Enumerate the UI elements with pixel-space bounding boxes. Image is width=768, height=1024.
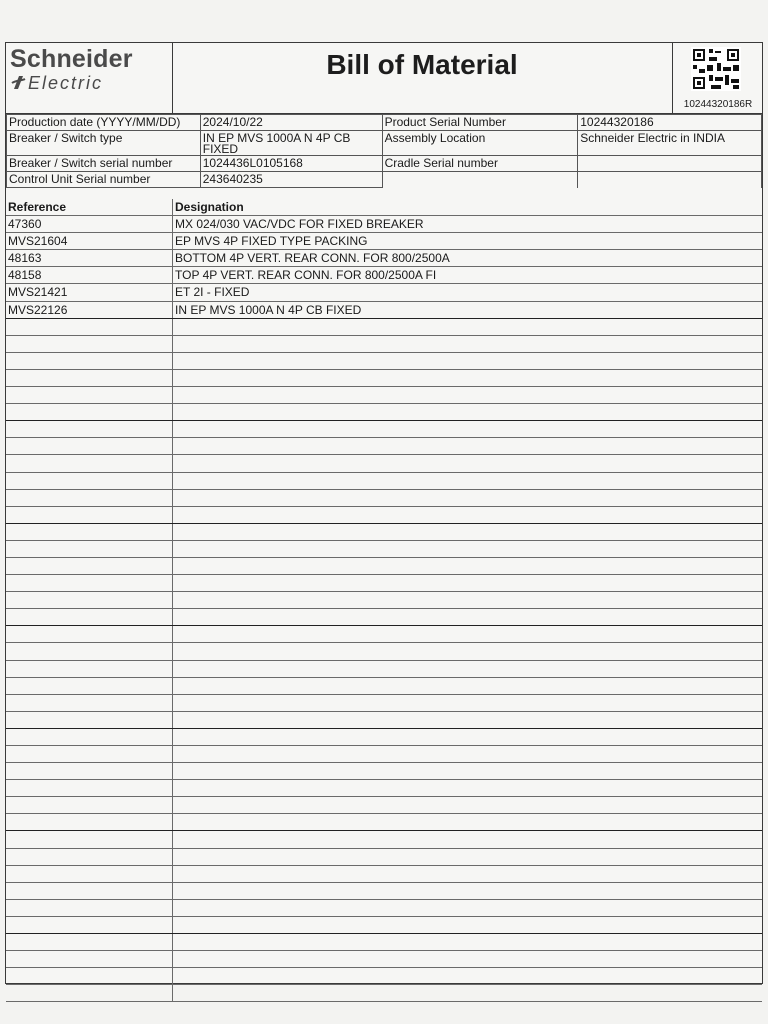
qr-code-icon — [691, 47, 741, 91]
designation-cell — [173, 421, 762, 437]
designation-cell — [173, 934, 762, 950]
document-header — [6, 43, 762, 114]
reference-cell — [6, 917, 173, 933]
reference-cell — [6, 609, 173, 625]
reference-cell — [6, 319, 173, 335]
reference-cell — [6, 780, 173, 796]
qr-box — [672, 43, 763, 113]
reference-cell — [6, 643, 173, 659]
breaker-serial-label: Breaker / Switch serial number — [7, 156, 201, 172]
designation-cell: TOP 4P VERT. REAR CONN. FOR 800/2500A FI — [175, 268, 437, 283]
designation-cell: MX 024/030 VAC/VDC FOR FIXED BREAKER — [175, 217, 424, 232]
designation-cell — [173, 712, 762, 728]
reference-cell — [6, 353, 173, 369]
table-row — [6, 541, 762, 558]
designation-cell — [173, 729, 762, 745]
designation-cell — [173, 609, 762, 625]
reference-cell — [6, 387, 173, 403]
designation-cell — [173, 661, 762, 677]
reference-cell — [6, 951, 173, 967]
logo-sub-text: Electric — [28, 73, 104, 93]
table-row — [6, 917, 762, 934]
reference-cell — [6, 370, 173, 386]
table-row — [6, 302, 762, 319]
table-row — [6, 609, 762, 626]
info-table — [6, 114, 762, 188]
table-row — [6, 900, 762, 917]
designation-cell — [173, 951, 762, 967]
reference-cell — [6, 421, 173, 437]
table-row — [6, 729, 762, 746]
designation-cell — [173, 831, 762, 847]
designation-cell — [173, 455, 762, 471]
reference-cell — [6, 473, 173, 489]
reference-cell — [6, 626, 173, 642]
assembly-location-label: Assembly Location — [382, 131, 578, 156]
table-row — [6, 968, 762, 985]
reference-cell — [6, 934, 173, 950]
table-row — [6, 849, 762, 866]
table-row — [6, 438, 762, 455]
reference-cell — [6, 661, 173, 677]
bill-of-material-sheet — [5, 42, 763, 984]
reference-cell — [6, 575, 173, 591]
reference-cell — [6, 678, 173, 694]
reference-cell: 47360 — [6, 216, 173, 232]
breaker-serial-value: 1024436L0105168 — [200, 156, 382, 172]
table-row — [6, 250, 762, 267]
reference-cell — [6, 968, 173, 984]
designation-cell — [173, 507, 762, 523]
designation-cell — [173, 695, 762, 711]
designation-cell — [173, 814, 762, 830]
reference-cell — [6, 712, 173, 728]
reference-cell — [6, 438, 173, 454]
table-row — [6, 421, 762, 438]
table-row — [6, 558, 762, 575]
product-serial-label: Product Serial Number — [382, 115, 578, 131]
table-row — [6, 216, 762, 233]
designation-cell — [173, 883, 762, 899]
logo-mark-icon — [10, 74, 27, 91]
designation-cell: ET 2I - FIXED — [175, 285, 250, 300]
designation-cell — [173, 438, 762, 454]
designation-cell — [173, 370, 762, 386]
table-row — [6, 746, 762, 763]
table-row — [6, 934, 762, 951]
designation-cell — [173, 746, 762, 762]
designation-cell: IN EP MVS 1000A N 4P CB FIXED — [175, 302, 362, 317]
table-row — [6, 626, 762, 643]
table-row — [6, 387, 762, 404]
table-row — [6, 814, 762, 831]
reference-cell — [6, 336, 173, 352]
assembly-location-value: Schneider Electric in INDIA — [578, 131, 762, 156]
product-serial-value: 10244320186 — [578, 115, 762, 131]
designation-cell — [173, 541, 762, 557]
reference-cell — [6, 404, 173, 420]
schneider-logo — [6, 43, 173, 113]
bom-header-row — [6, 199, 762, 216]
control-unit-value: 243640235 — [200, 172, 382, 188]
table-row — [6, 695, 762, 712]
designation-cell — [173, 490, 762, 506]
cradle-serial-value — [578, 156, 762, 172]
designation-cell: EP MVS 4P FIXED TYPE PACKING — [175, 234, 368, 249]
designation-cell — [173, 866, 762, 882]
reference-cell: MVS21604 — [6, 233, 173, 249]
reference-cell — [6, 524, 173, 540]
reference-cell — [6, 831, 173, 847]
table-row — [6, 524, 762, 541]
reference-cell — [6, 866, 173, 882]
table-row — [6, 780, 762, 797]
designation-cell — [173, 643, 762, 659]
designation-cell — [173, 626, 762, 642]
qr-code-text: 10244320186R — [683, 99, 753, 110]
breaker-type-label: Breaker / Switch type — [7, 131, 201, 156]
designation-cell — [173, 849, 762, 865]
table-row — [6, 763, 762, 780]
table-row — [6, 985, 762, 1002]
reference-cell — [6, 455, 173, 471]
designation-cell — [173, 387, 762, 403]
reference-cell — [6, 985, 173, 1001]
reference-cell — [6, 883, 173, 899]
reference-cell — [6, 900, 173, 916]
table-row — [6, 951, 762, 968]
control-unit-label: Control Unit Serial number — [7, 172, 201, 188]
table-row — [6, 473, 762, 490]
designation-cell — [173, 968, 762, 984]
table-row — [6, 678, 762, 695]
designation-cell — [173, 353, 762, 369]
reference-cell — [6, 541, 173, 557]
empty-cell — [382, 172, 578, 188]
table-row — [6, 353, 762, 370]
designation-cell — [173, 575, 762, 591]
designation-cell — [173, 985, 762, 1001]
designation-cell — [173, 558, 762, 574]
reference-cell: MVS22126 — [6, 302, 173, 318]
document-title: Bill of Material — [326, 49, 518, 80]
table-row — [6, 831, 762, 848]
table-row — [6, 284, 762, 301]
reference-cell — [6, 814, 173, 830]
designation-cell: BOTTOM 4P VERT. REAR CONN. FOR 800/2500A — [175, 251, 450, 266]
designation-cell — [173, 678, 762, 694]
table-row — [6, 370, 762, 387]
table-row — [6, 233, 762, 250]
table-row — [6, 883, 762, 900]
table-row — [6, 592, 762, 609]
cradle-serial-label: Cradle Serial number — [382, 156, 578, 172]
designation-cell — [173, 917, 762, 933]
empty-cell — [578, 172, 762, 188]
production-date-value: 2024/10/22 — [200, 115, 382, 131]
reference-cell — [6, 490, 173, 506]
breaker-type-value: IN EP MVS 1000A N 4P CB FIXED — [200, 131, 382, 156]
reference-cell — [6, 849, 173, 865]
table-row — [6, 643, 762, 660]
reference-cell — [6, 558, 173, 574]
table-row — [6, 455, 762, 472]
table-row — [6, 797, 762, 814]
reference-header: Reference — [6, 199, 173, 215]
table-row — [6, 336, 762, 353]
reference-cell — [6, 695, 173, 711]
designation-header: Designation — [175, 200, 244, 214]
table-row — [6, 712, 762, 729]
designation-cell — [173, 900, 762, 916]
designation-cell — [173, 797, 762, 813]
reference-cell — [6, 507, 173, 523]
reference-cell: MVS21421 — [6, 284, 173, 300]
reference-cell — [6, 729, 173, 745]
reference-cell — [6, 592, 173, 608]
logo-brand-text: Schneider — [10, 45, 133, 73]
designation-cell — [173, 336, 762, 352]
designation-cell — [173, 404, 762, 420]
bom-table — [6, 199, 762, 1002]
table-row — [6, 575, 762, 592]
table-row — [6, 661, 762, 678]
production-date-label: Production date (YYYY/MM/DD) — [7, 115, 201, 131]
designation-cell — [173, 319, 762, 335]
table-row — [6, 507, 762, 524]
reference-cell — [6, 763, 173, 779]
reference-cell: 48158 — [6, 267, 173, 283]
reference-cell — [6, 797, 173, 813]
table-row — [6, 490, 762, 507]
designation-cell — [173, 763, 762, 779]
designation-cell — [173, 780, 762, 796]
reference-cell — [6, 746, 173, 762]
table-row — [6, 404, 762, 421]
table-row — [6, 866, 762, 883]
designation-cell — [173, 524, 762, 540]
table-row — [6, 319, 762, 336]
reference-cell: 48163 — [6, 250, 173, 266]
designation-cell — [173, 592, 762, 608]
table-row — [6, 267, 762, 284]
designation-cell — [173, 473, 762, 489]
